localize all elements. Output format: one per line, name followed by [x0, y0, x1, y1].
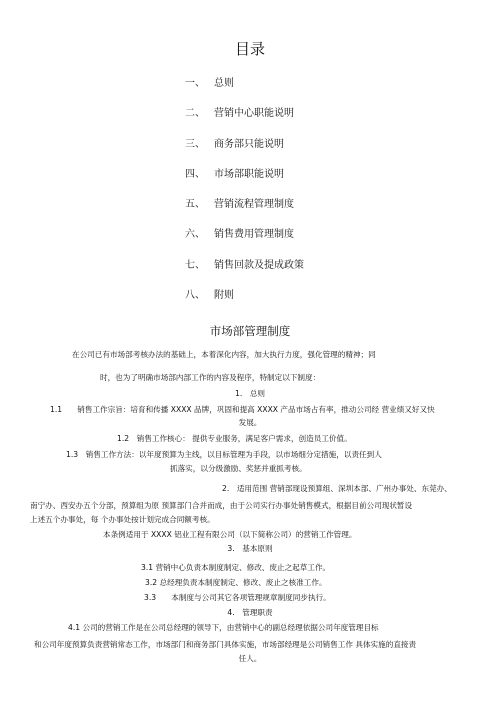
paragraph-line: 发展。: [238, 418, 262, 427]
toc-item: [185, 139, 304, 169]
paragraph-line: 3.3 本制度与公司其它各项管理规章制度同步执行。: [144, 593, 331, 602]
toc-label: 营销流程管理制度: [214, 199, 294, 211]
toc-number: 八、: [185, 290, 205, 302]
toc-number: 六、: [185, 229, 205, 241]
table-of-contents: [185, 78, 304, 320]
toc-number: 四、: [185, 168, 205, 180]
toc-item: [185, 169, 304, 199]
paragraph-line: 1.2 销售工作核心： 提供专业服务，满足客户需求，创造员工价值。: [117, 434, 352, 443]
paragraph-line: 1.1 销售工作宗旨：培育和传播 XXXX 品牌，巩固和提高 XXXX 产品市场占有率，推动公司经 营业绩又好又快: [50, 405, 435, 414]
toc-label: 市场部职能说明: [214, 168, 284, 180]
paragraph-line: 4.1 公司的营销工作是在公司总经理的领导下，由营销中心的副总经理依据公司年度管理目标: [68, 623, 379, 632]
toc-label: 销售回款及提成政策: [214, 259, 304, 271]
toc-label: 商务部只能说明: [214, 138, 284, 150]
heading-line: 3. 基本原则: [227, 544, 273, 553]
paragraph-line: 时，也为了明确市场部内部工作的内容及程序，特制定以下制度：: [100, 373, 321, 382]
toc-item: [185, 78, 304, 108]
toc-item: [185, 290, 304, 320]
paragraph-line: 南宁办、西安办五个分部，预算组为原 预算部门合并而成，由于公司实行办事处销售模式，根据目前公司现状暂设: [30, 501, 413, 510]
toc-item: [185, 108, 304, 138]
toc-number: 五、: [185, 199, 205, 211]
heading-line: 4. 管理职责: [227, 608, 273, 617]
toc-number: 二、: [185, 108, 205, 120]
paragraph-line: 2. 适用范围 营销部现设预算组、深圳本部、广州办事处、东莞办、: [222, 484, 452, 493]
section-title: 市场部管理制度: [209, 324, 291, 338]
toc-label: 总则: [214, 78, 234, 89]
paragraph-line: 和公司年度预算负责营销常态工作，市场部门和商务部门具体实施，市场部经理是公司销售工作 具体实施的直接责: [34, 640, 417, 649]
toc-item: [185, 199, 304, 229]
paragraph-line: 本条例适用于 XXXX 铝业工程有限公司（以下简称公司）的营销工作管理。: [103, 530, 357, 539]
toc-number: 一、: [185, 78, 205, 89]
paragraph-line: 抓落实，以分级激励、奖惩并重抓考核。: [170, 464, 307, 473]
toc-number: 三、: [185, 138, 205, 150]
toc-label: 营销中心职能说明: [214, 108, 294, 120]
paragraph-line: 任人。: [238, 654, 262, 663]
paragraph-line: 3.2 总经理负责本制度制定、修改、废止之核准工作。: [145, 578, 327, 587]
toc-label: 附则: [214, 290, 234, 302]
toc-label: 销售费用管理制度: [214, 229, 294, 241]
paragraph-line: 1.3 销售工作方法：以年度预算为主线，以目标管理为手段，以市场细分定措施，以责任到人: [66, 450, 382, 459]
toc-item: [185, 260, 304, 290]
paragraph-line: 3.1 营销中心负责本制度制定、修改、废止之起草工作。: [141, 563, 331, 572]
toc-number: 七、: [185, 259, 205, 271]
paragraph-line: 上述五个办事处，每 个办事处按计划完成合同额考核。: [30, 515, 215, 524]
toc-item: [185, 229, 304, 259]
heading-line: 1. 总则: [234, 389, 266, 398]
paragraph-line: 在公司已有市场部考核办法的基础上，本着深化内容，加大执行力度，强化管理的精神；同: [72, 350, 376, 359]
toc-title: 目录: [234, 40, 265, 58]
